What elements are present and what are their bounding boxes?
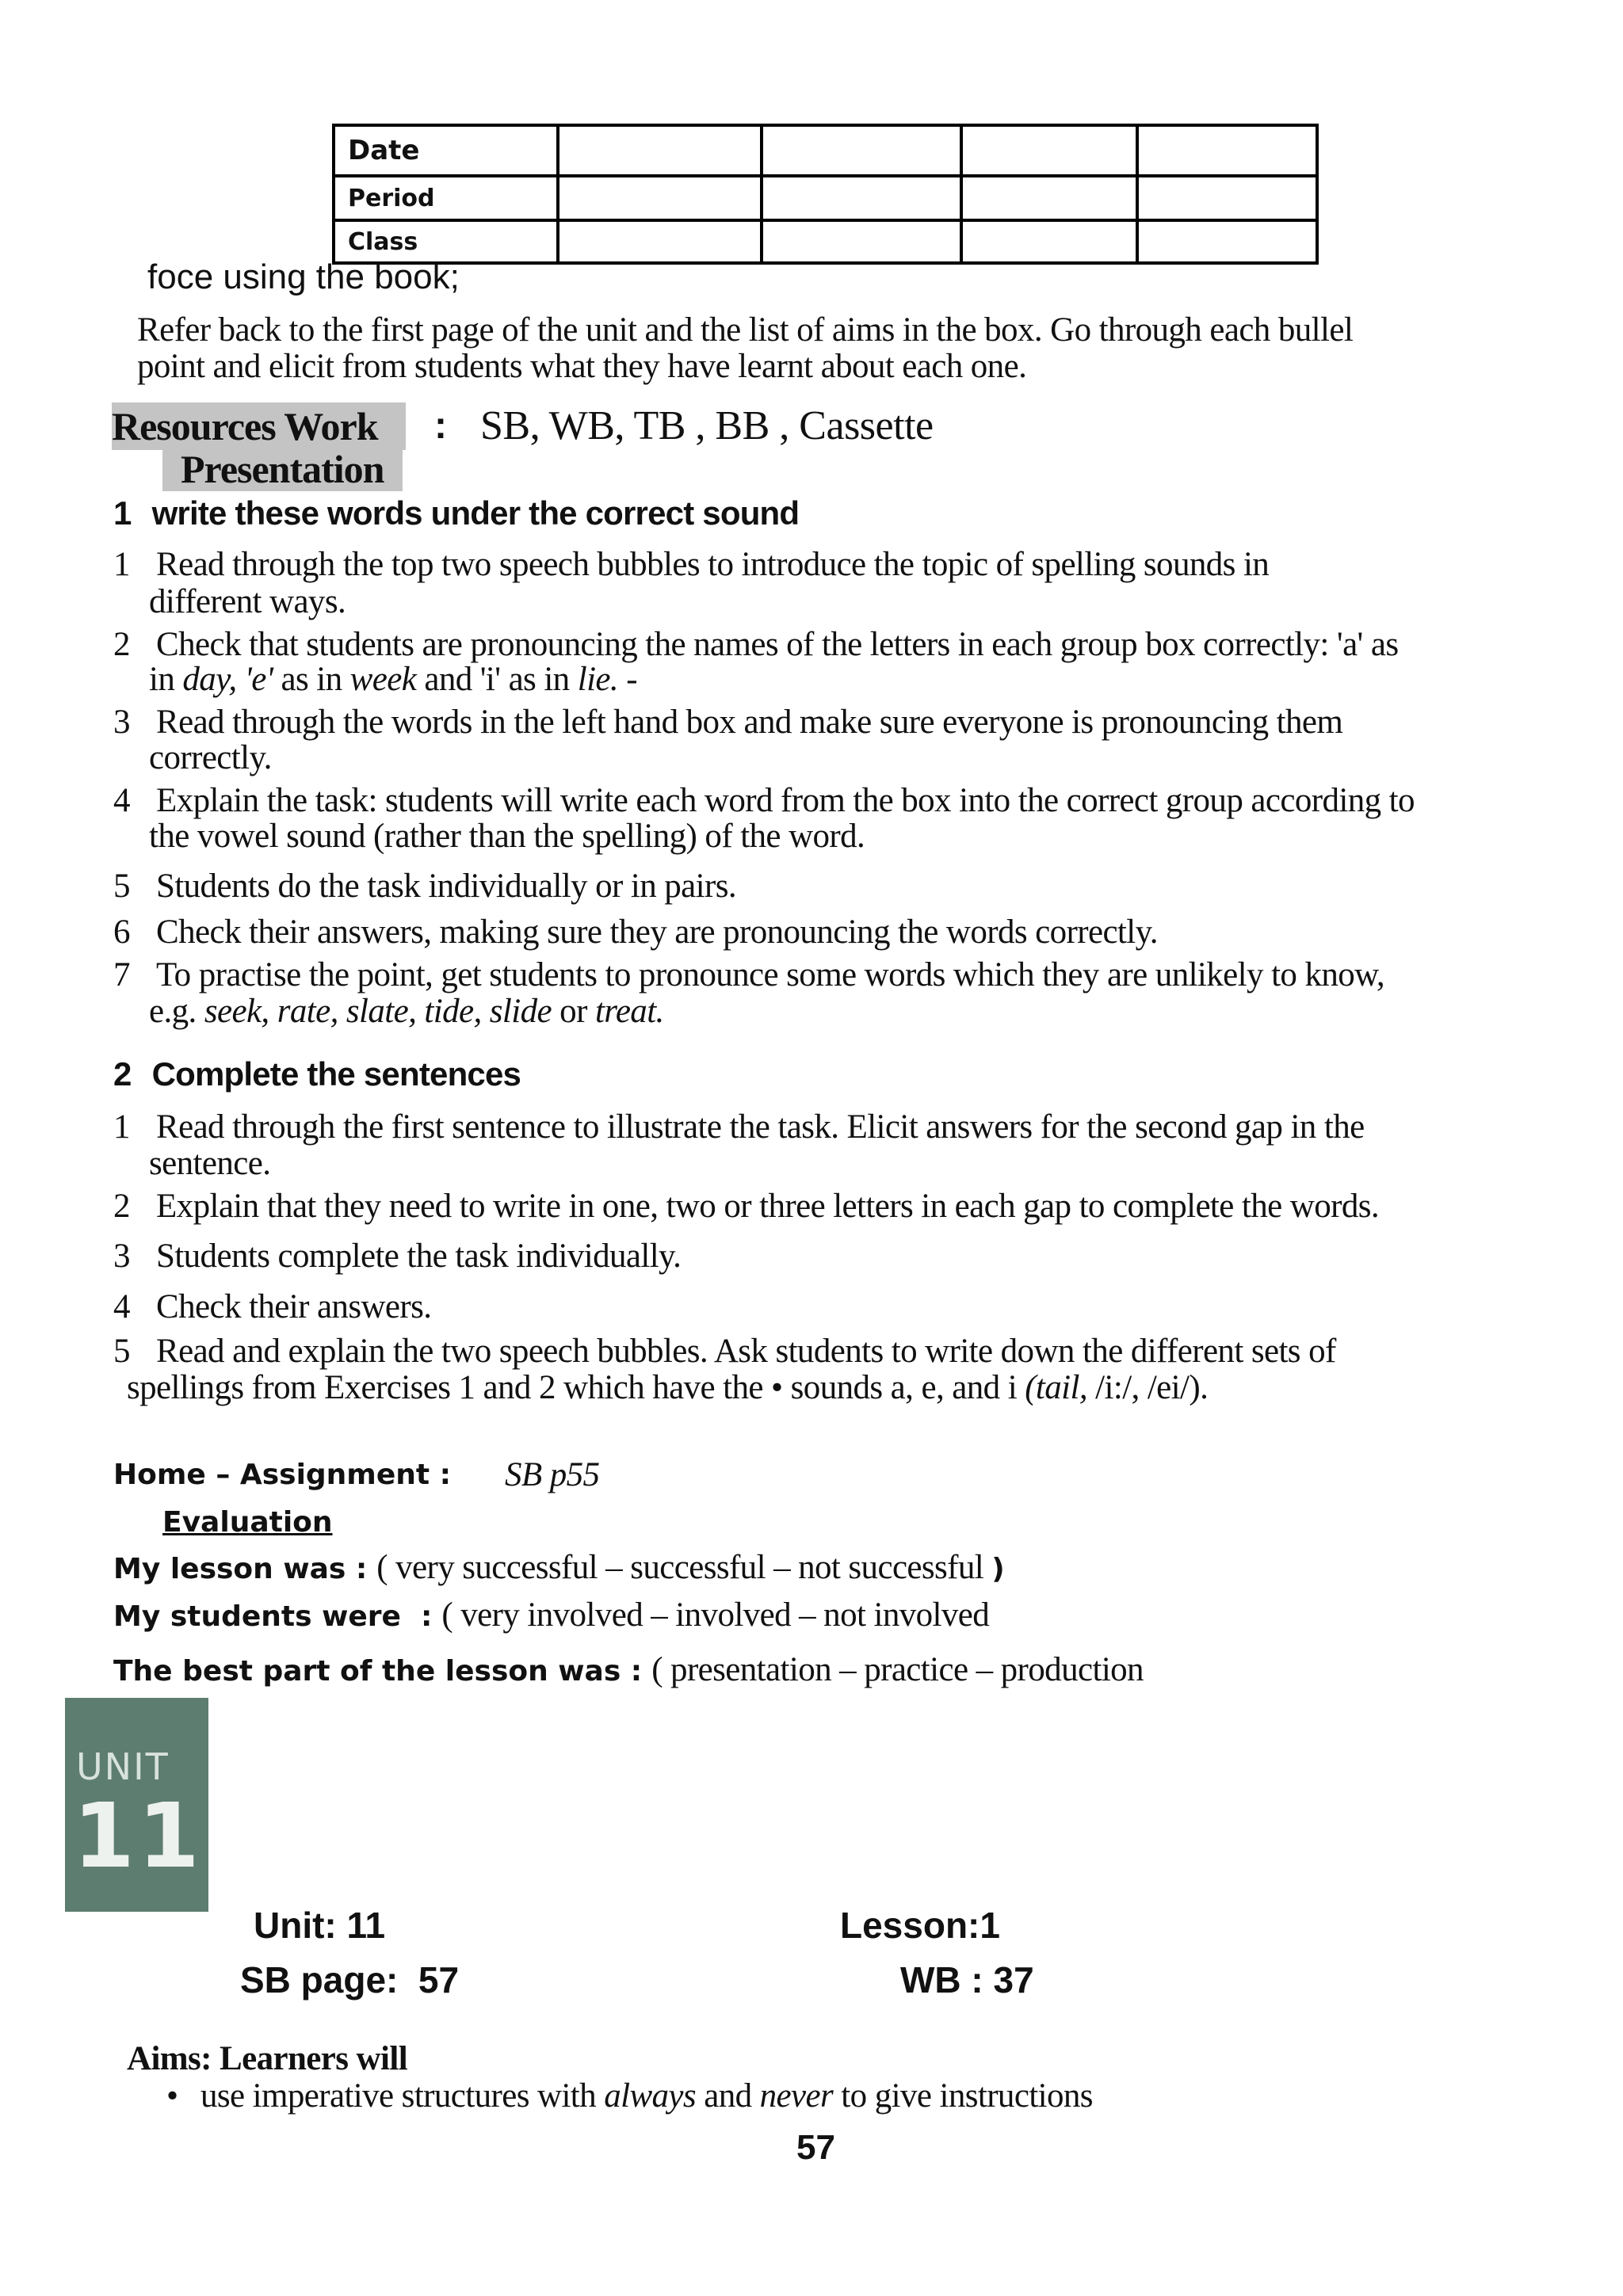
period-cell[interactable] — [762, 176, 961, 220]
instruction-line — [113, 703, 1342, 742]
text-run: Students complete the task individually. — [156, 1238, 682, 1275]
sb-page: SB page: 57 — [240, 1959, 460, 2000]
period-cell[interactable] — [558, 176, 762, 220]
text-run: to give instructions — [833, 2077, 1093, 2115]
item-number: 3 — [113, 1238, 130, 1275]
italic-text: day, 'e' — [182, 661, 273, 698]
class-cell[interactable] — [961, 220, 1137, 263]
class-cell[interactable] — [558, 220, 762, 263]
resources-colon: : — [434, 405, 447, 447]
text-run: Check their answers, making sure they are pronouncing the words correctly. — [156, 913, 1158, 951]
instruction-line — [113, 913, 1158, 952]
unit-badge-number: 11 — [73, 1785, 203, 1888]
instruction-line — [113, 625, 1398, 665]
lesson-number: Lesson:1 — [840, 1905, 1000, 1946]
evaluation-label: The best part of the lesson was : — [113, 1655, 643, 1688]
text-run: use imperative structures with — [200, 2077, 605, 2115]
item-number: 6 — [113, 913, 130, 951]
instruction-line — [113, 1237, 681, 1276]
text-run: or — [552, 993, 595, 1030]
item-number: 5 — [113, 1333, 130, 1370]
date-label: Date — [334, 125, 558, 176]
instruction-line — [113, 867, 736, 906]
unit-number: Unit: 11 — [254, 1905, 386, 1946]
section-title: Complete the sentences — [151, 1055, 521, 1093]
evaluation-options[interactable]: ( presentation – practice – production — [651, 1651, 1144, 1688]
evaluation-line — [113, 1548, 1005, 1589]
instruction-line — [149, 1144, 270, 1184]
text-run: Explain the task: students will write each word from the box into the correct group according to — [156, 782, 1415, 819]
date-cell[interactable] — [558, 125, 762, 176]
item-number: 3 — [113, 704, 130, 741]
date-cell[interactable] — [762, 125, 961, 176]
evaluation-options[interactable]: ( very involved – involved – not involved — [441, 1596, 990, 1634]
unit-badge-word: UNIT — [76, 1745, 170, 1788]
homework-value: SB p55 — [505, 1456, 600, 1493]
class-label: Class — [334, 220, 558, 263]
text-fragment: foce using the book; — [147, 257, 460, 296]
text-run: Read through the words in the left hand box and make sure everyone is pronouncing them — [156, 704, 1343, 741]
section-heading — [113, 1055, 521, 1094]
section-number: 2 — [113, 1055, 132, 1093]
class-cell[interactable] — [1137, 220, 1317, 263]
item-number: 4 — [113, 782, 130, 819]
intro-line: Refer back to the first page of the unit and the list of aims in the box. Go through each bullel — [137, 311, 1354, 349]
item-number: 4 — [113, 1288, 130, 1325]
unit-badge — [65, 1698, 208, 1912]
text-run: correctly. — [149, 739, 272, 776]
instruction-line — [113, 955, 1384, 995]
evaluation-line — [113, 1596, 989, 1637]
date-period-class-table — [332, 124, 1319, 265]
italic-text: seek, rate, slate, tide, slide — [204, 993, 552, 1030]
instruction-line — [149, 738, 272, 778]
text-run: and — [696, 2077, 760, 2115]
instruction-line — [127, 1368, 1208, 1408]
italic-text: never — [759, 2077, 834, 2115]
instruction-line — [149, 992, 664, 1032]
text-run: Check that students are pronouncing the names of the letters in each group box correctly: 'a' as — [156, 626, 1399, 663]
period-cell[interactable] — [961, 176, 1137, 220]
homework-label: Home – Assignment : — [113, 1459, 452, 1491]
section-number: 1 — [113, 494, 132, 532]
date-cell[interactable] — [1137, 125, 1317, 176]
italic-text: week — [349, 661, 417, 698]
italic-text: always — [604, 2077, 697, 2115]
instruction-line — [149, 817, 865, 856]
text-run: and 'i' as in — [416, 661, 578, 698]
instruction-line — [149, 582, 346, 622]
text-run: the vowel sound (rather than the spelling) of the word. — [149, 818, 865, 855]
text-run: different ways. — [149, 583, 346, 620]
item-number: 5 — [113, 868, 130, 905]
evaluation-line — [113, 1650, 1144, 1691]
evaluation-options[interactable]: ( very successful – successful – not successful — [376, 1549, 992, 1586]
italic-text: treat. — [594, 993, 664, 1030]
date-cell[interactable] — [961, 125, 1137, 176]
instruction-line — [113, 1332, 1336, 1371]
instruction-line — [113, 1108, 1365, 1147]
page-number: 57 — [796, 2128, 835, 2167]
text-run: in — [149, 661, 183, 698]
instruction-line — [149, 660, 637, 700]
text-run: To practise the point, get students to pronounce some words which they are unlikely to know, — [156, 956, 1384, 994]
instruction-line — [113, 545, 1269, 585]
instruction-line — [113, 1287, 431, 1327]
resources-label: Resources Work — [112, 404, 378, 448]
instruction-line — [113, 781, 1415, 821]
text-run: Read through the top two speech bubbles to introduce the topic of spelling sounds in — [156, 546, 1270, 583]
text-run: e.g. — [149, 993, 204, 1030]
section-title: write these words under the correct sound — [151, 494, 800, 532]
text-run: /i:/, /ei/). — [1087, 1369, 1209, 1406]
text-run: Explain that they need to write in one, two or three letters in each gap to complete the words. — [156, 1188, 1380, 1225]
text-run: as in — [273, 661, 350, 698]
period-label: Period — [334, 176, 558, 220]
aim-item — [200, 2077, 1093, 2116]
item-number: 1 — [113, 546, 130, 583]
class-cell[interactable] — [762, 220, 961, 263]
text-run: Students do the task individually or in pairs. — [156, 868, 736, 905]
evaluation-label: My students were : — [113, 1600, 433, 1633]
italic-text: lie. — [577, 661, 619, 698]
text-run: Read through the first sentence to illustrate the task. Elicit answers for the second gap in the — [156, 1108, 1365, 1146]
aims-title: Aims: Learners will — [127, 2040, 408, 2077]
evaluation-label: My lesson was : — [113, 1553, 368, 1585]
text-run: Read and explain the two speech bubbles. Ask students to write down the different sets of — [156, 1333, 1336, 1370]
presentation-label: Presentation — [181, 447, 384, 491]
text-run: - — [618, 661, 637, 698]
item-number: 2 — [113, 1188, 130, 1225]
resources-value: SB, WB, TB , BB , Cassette — [480, 403, 934, 448]
evaluation-close: ) — [991, 1553, 1005, 1585]
text-run: sentence. — [149, 1145, 271, 1182]
item-number: 1 — [113, 1108, 130, 1146]
instruction-line — [113, 1187, 1379, 1226]
section-heading — [113, 494, 799, 533]
text-run: Check their answers. — [156, 1288, 432, 1325]
item-number: 2 — [113, 626, 130, 663]
italic-text: (tail, — [1025, 1369, 1087, 1406]
bullet-icon: • — [166, 2077, 178, 2115]
item-number: 7 — [113, 956, 130, 994]
evaluation-title: Evaluation — [162, 1506, 333, 1539]
intro-line: point and elicit from students what they have learnt about each one. — [137, 348, 1027, 385]
period-cell[interactable] — [1137, 176, 1317, 220]
text-run: spellings from Exercises 1 and 2 which have the • sounds a, e, and i — [127, 1369, 1025, 1406]
wb-page: WB : 37 — [900, 1959, 1034, 2000]
